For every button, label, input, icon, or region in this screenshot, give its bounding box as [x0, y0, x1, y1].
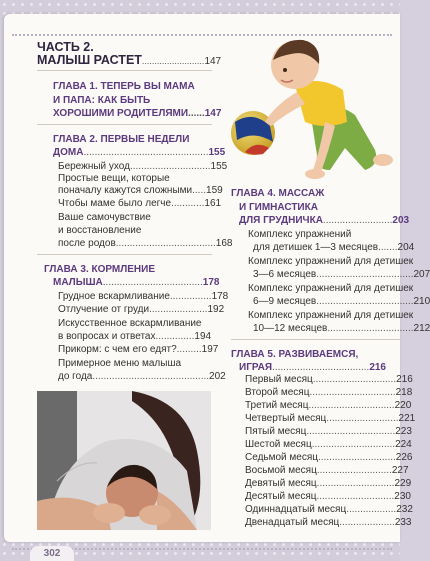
toc-item: 6—9 месяцев...................................210 [253, 296, 430, 307]
toc-item: в вопросах и ответах..............194 [58, 331, 212, 342]
toc-item: Одиннадцатый месяц..................232 [245, 504, 413, 515]
toc-item: Восьмой месяц...........................227 [245, 465, 409, 476]
leader-dots: ................................... [272, 362, 370, 373]
page-number: 302 [30, 546, 74, 561]
toc-item: Примерное меню малыша [58, 358, 182, 369]
leader-dots: ......................... [141, 56, 205, 66]
chapter4-title-line2: И ГИМНАСТИКА [239, 202, 318, 213]
leader-dots: ...... [188, 108, 205, 119]
chapter5-title-line1: ГЛАВА 5. РАЗВИВАЕМСЯ, [231, 349, 359, 360]
toc-item: Комплекс упражнений для детишек [248, 283, 414, 294]
chapter4-title-line3: ДЛЯ ГРУДНИЧКА.........................203 [239, 215, 410, 226]
toc-item: Десятый месяц............................230 [245, 491, 411, 502]
toc-item: Третий месяц...............................220 [245, 400, 412, 411]
toc-item: Двенадцатый месяц....................233 [245, 517, 412, 528]
toc-item: Чтобы маме было легче............161 [58, 198, 222, 209]
toc-item: Шестой месяц..............................224 [245, 439, 412, 450]
toc-item: 10—12 месяцев...............................212 [253, 323, 430, 334]
toc-item: Первый месяц..............................216 [245, 374, 413, 385]
leader-dots: ......................... [322, 215, 393, 226]
page-ref: 178 [202, 277, 220, 288]
toc-item: 3—6 месяцев...................................207 [253, 269, 430, 280]
baby-with-ball-photo [225, 30, 400, 190]
toc-item: Комплекс упражнений для детишек [248, 310, 414, 321]
chapter5-title-line2: ИГРАЯ...................................216 [239, 362, 386, 373]
divider [37, 124, 212, 125]
page-ref: 155 [208, 147, 226, 158]
toc-item: Комплекс упражнений [248, 229, 352, 240]
toc-item: поначалу кажутся сложными.....159 [58, 185, 223, 196]
chapter1-title-line2: И ПАПА: КАК БЫТЬ [53, 95, 151, 106]
toc-item: Седьмой месяц............................226 [245, 452, 413, 463]
chapter3-title-line2: МАЛЫША....................................178 [53, 277, 220, 288]
divider [231, 339, 400, 340]
toc-item: Прикорм: с чем его едят?.........197 [58, 344, 219, 355]
leader-dots: .................................... [102, 277, 203, 288]
toc-item: Бережный уход.............................155 [58, 161, 228, 172]
mother-with-newborn-photo [37, 391, 211, 530]
chapter3-title-line1: ГЛАВА 3. КОРМЛЕНИЕ [44, 264, 156, 275]
toc-item: после родов....................................168 [58, 238, 233, 249]
leader-dots: ............................................. [83, 147, 209, 158]
toc-item: Простые вещи, которые [58, 173, 170, 184]
toc-item: и восстановление [58, 225, 142, 236]
chapter1-title-line3: ХОРОШИМИ РОДИТЕЛЯМИ......147 [53, 108, 222, 119]
page-ref: 216 [369, 362, 386, 373]
toc-item: Грудное вскармливание...............178 [58, 291, 229, 302]
divider [37, 70, 212, 71]
toc-item: Девятый месяц............................229 [245, 478, 412, 489]
part-title-line2: МАЛЫШ РАСТЕТ [37, 53, 142, 67]
chapter2-title-line2: ДОМА.............................................155 [53, 147, 226, 158]
toc-item: Четвертый месяц..........................221 [245, 413, 416, 424]
toc-item: Пятый месяц................................223 [245, 426, 412, 437]
toc-item: до года..........................................202 [58, 371, 226, 382]
page-ref: 147 [204, 108, 222, 119]
chapter2-title-line1: ГЛАВА 2. ПЕРВЫЕ НЕДЕЛИ [53, 134, 190, 145]
toc-item: Ваше самочувствие [58, 212, 151, 223]
toc-item: для детишек 1—3 месяцев.......204 [253, 242, 415, 253]
chapter4-title-line1: ГЛАВА 4. МАССАЖ [231, 188, 325, 199]
toc-item: Второй месяц...............................218 [245, 387, 413, 398]
divider [37, 254, 212, 255]
toc-item: Отлучение от груди.....................192 [58, 304, 225, 315]
part-title-row [37, 53, 221, 69]
part-title-line1: ЧАСТЬ 2. [37, 40, 94, 54]
page-ref: 147 [204, 56, 222, 67]
page-ref: 203 [392, 215, 410, 226]
chapter1-title-line1: ГЛАВА 1. ТЕПЕРЬ ВЫ МАМА [53, 81, 195, 92]
toc-item: Комплекс упражнений для детишек [248, 256, 414, 267]
toc-item: Искусственное вскармливание [58, 318, 202, 329]
